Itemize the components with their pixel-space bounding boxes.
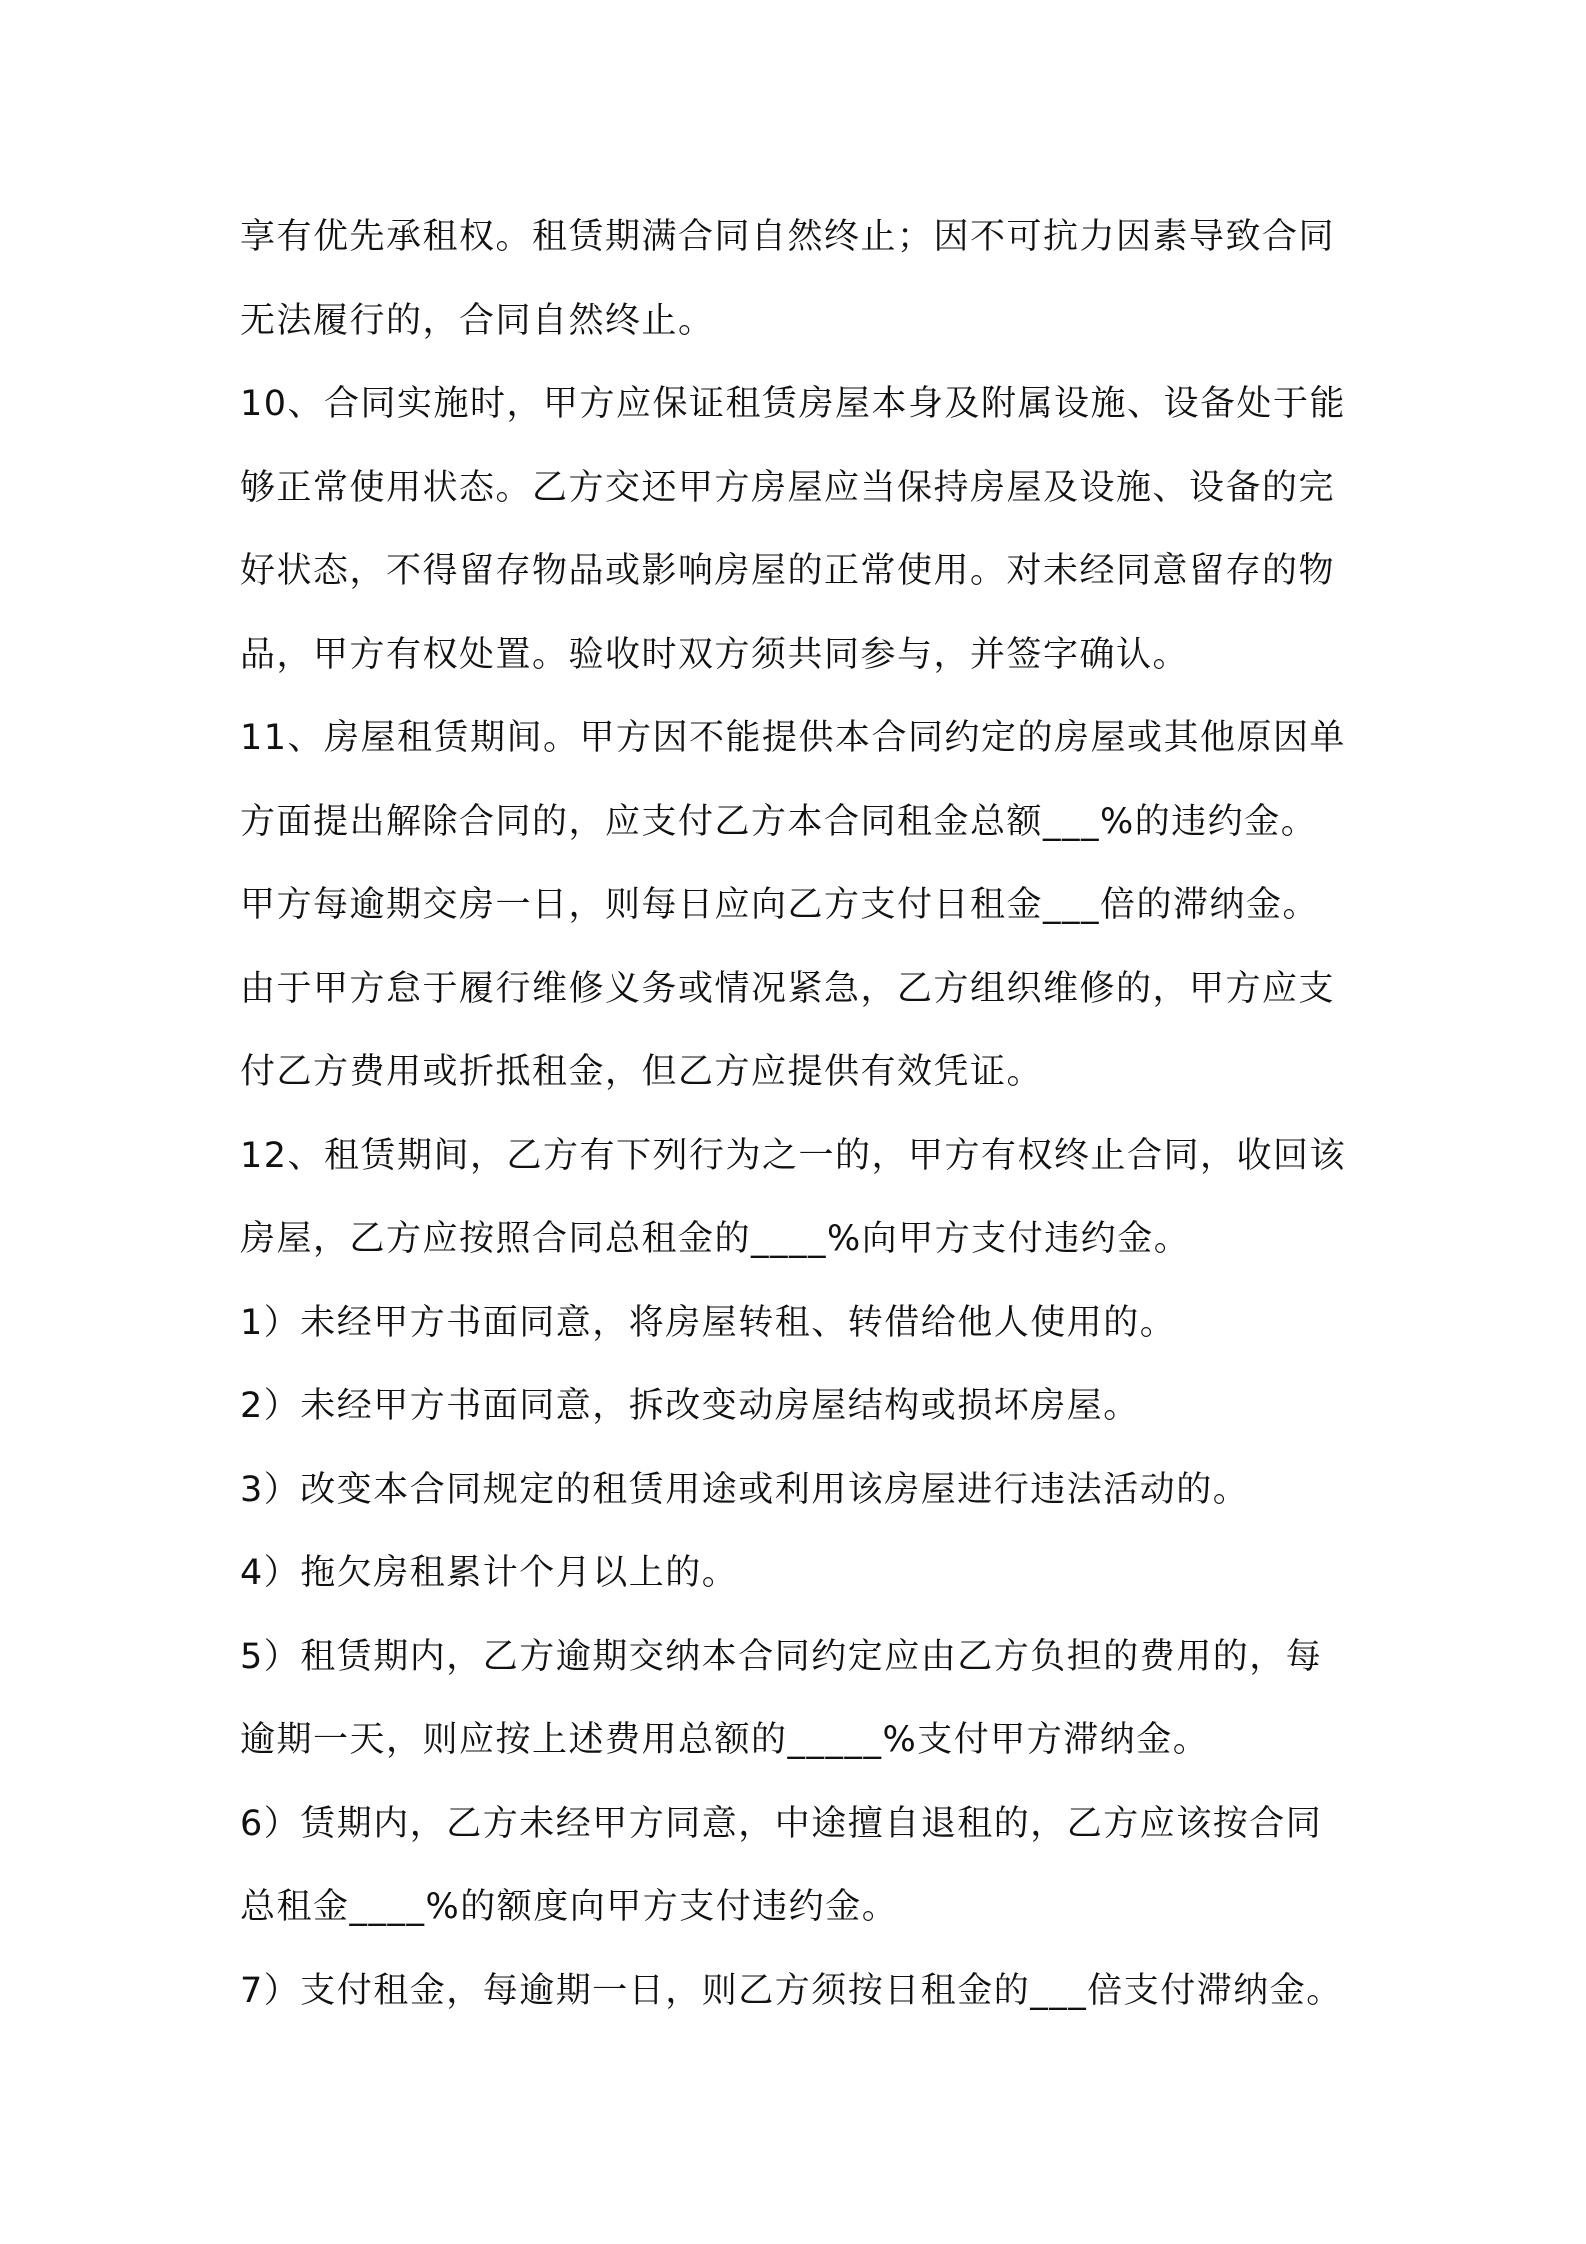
clause-11-line: 11、房屋租赁期间。甲方因不能提供本合同约定的房屋或其他原因单	[240, 718, 1347, 758]
text-line: 甲方每逾期交房一日，则每日应向乙方支付日租金___倍的滞纳金。	[240, 885, 1320, 925]
clause-10-line: 10、合同实施时，甲方应保证租赁房屋本身及附属设施、设备处于能	[240, 384, 1347, 424]
text-line: 付乙方费用或折抵租金，但乙方应提供有效凭证。	[240, 1052, 1044, 1092]
text-line: 逾期一天，则应按上述费用总额的_____%支付甲方滞纳金。	[240, 1720, 1210, 1760]
contract-text	[240, 196, 1360, 2033]
clause-12-line: 12、租赁期间，乙方有下列行为之一的，甲方有权终止合同，收回该	[240, 1135, 1347, 1176]
text-line: 方面提出解除合同的，应支付乙方本合同租金总额___%的违约金。	[240, 801, 1318, 842]
text-line: 总租金____%的额度向甲方支付违约金。	[240, 1887, 899, 1927]
text-line: 品，甲方有权处置。验收时双方须共同参与，并签字确认。	[240, 634, 1190, 675]
list-item-2: 2）未经甲方书面同意，拆改变动房屋结构或损坏房屋。	[240, 1386, 1140, 1426]
list-item-7: 7）支付租金，每逾期一日，则乙方须按日租金的___倍支付滞纳金。	[240, 1970, 1343, 2011]
list-item-6: 6）赁期内，乙方未经甲方同意，中途擅自退租的，乙方应该按合同	[240, 1803, 1323, 1844]
text-line: 好状态，不得留存物品或影响房屋的正常使用。对未经同意留存的物	[240, 551, 1336, 591]
text-line: 由于甲方怠于履行维修义务或情况紧急，乙方组织维修的，甲方应支	[240, 968, 1336, 1009]
list-item-5: 5）租赁期内，乙方逾期交纳本合同约定应由乙方负担的费用的，每	[240, 1636, 1323, 1677]
text-line: 够正常使用状态。乙方交还甲方房屋应当保持房屋及设施、设备的完	[240, 467, 1336, 508]
list-item-1: 1）未经甲方书面同意，将房屋转租、转借给他人使用的。	[240, 1302, 1177, 1343]
list-item-4: 4）拖欠房租累计个月以上的。	[240, 1553, 739, 1593]
text-line: 无法履行的，合同自然终止。	[240, 300, 715, 341]
text-line: 享有优先承租权。租赁期满合同自然终止；因不可抗力因素导致合同	[240, 217, 1336, 257]
text-line: 房屋，乙方应按照合同总租金的____%向甲方支付违约金。	[240, 1219, 1191, 1259]
list-item-3: 3）改变本合同规定的租赁用途或利用该房屋进行违法活动的。	[240, 1469, 1250, 1510]
